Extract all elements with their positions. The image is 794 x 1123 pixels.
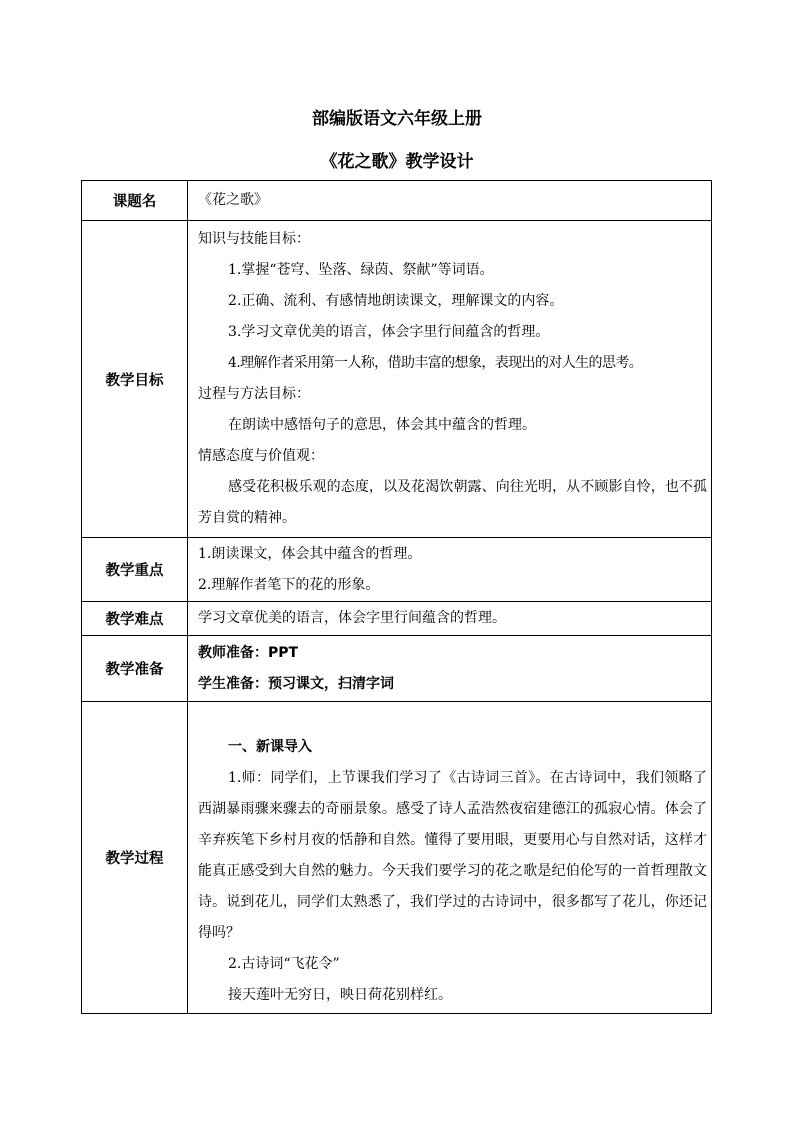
- key-point-item: 2.理解作者笔下的花的形象。: [198, 576, 380, 593]
- document-subtitle: 《花之歌》教学设计: [320, 152, 474, 172]
- key-point-item: 1.朗读课文，体会其中蕴含的哲理。: [198, 545, 422, 562]
- process-content: [188, 702, 712, 1014]
- preparation-label: 教学准备: [82, 636, 188, 702]
- student-preparation: 学生准备：预习课文，扫清字词: [198, 675, 394, 692]
- row-preparation: [82, 636, 712, 702]
- process-item: 2.古诗词“飞花令”: [228, 956, 340, 972]
- difficulty-label: 教学难点: [82, 602, 188, 636]
- row-key-points: [82, 538, 712, 602]
- teacher-preparation: 教师准备：PPT: [198, 644, 299, 661]
- row-goals: [82, 221, 712, 538]
- document-title: 部编版语文六年级上册: [312, 109, 482, 129]
- knowledge-item: 3.学习文章优美的语言，体会字里行间蕴含的哲理。: [228, 324, 550, 340]
- emotion-text: 感受花积极乐观的态度，以及花渴饮朝露、向往光明，从不顾影自怜，也不孤芳自赏的精神。: [198, 479, 707, 526]
- goals-content: [188, 221, 712, 538]
- intro-paragraph: 1.师：同学们，上节课我们学习了《古诗词三首》。在古诗词中，我们领略了西湖暴雨骤来骤去的奇丽景象。感受了诗人孟浩然夜宿建德江的孤寂心情。体会了辛弃疾笔下乡村月夜的恬静和自然。懂得了要用眼，更要用心与自然对话，这样才能真正感受到大自然的魅力。今天我们要学习的花之歌是纪伯伦写的一首哲理散文诗。说到花儿，同学们太熟悉了，我们学过的古诗词中，很多都写了花儿，你还记得吗？: [198, 770, 707, 941]
- lesson-plan-table: [81, 180, 712, 1014]
- process-label: 教学过程: [82, 702, 188, 1014]
- knowledge-heading: 知识与技能目标：: [198, 231, 310, 247]
- topic-label: 课题名: [82, 181, 188, 221]
- preparation-content: [188, 636, 712, 702]
- goals-label: 教学目标: [82, 221, 188, 538]
- topic-value: 《花之歌》: [188, 181, 712, 221]
- section-heading: 一、新课导入: [228, 739, 312, 755]
- process-heading: 过程与方法目标：: [198, 386, 310, 402]
- process-text: 在朗读中感悟句子的意思，体会其中蕴含的哲理。: [228, 417, 536, 433]
- key-points-content: [188, 538, 712, 602]
- emotion-heading: 情感态度与价值观：: [198, 448, 324, 464]
- knowledge-item: 2.正确、流利、有感情地朗读课文，理解课文的内容。: [228, 293, 564, 309]
- row-process: [82, 702, 712, 1014]
- key-points-label: 教学重点: [82, 538, 188, 602]
- poem-line: 接天莲叶无穷日，映日荷花别样红。: [228, 987, 452, 1003]
- row-difficulty: [82, 602, 712, 636]
- knowledge-item: 1.掌握“苍穹、坠落、绿茵、祭献”等词语。: [228, 262, 494, 278]
- row-topic: [82, 181, 712, 221]
- knowledge-item: 4.理解作者采用第一人称，借助丰富的想象，表现出的对人生的思考。: [228, 355, 643, 371]
- difficulty-value: 学习文章优美的语言，体会字里行间蕴含的哲理。: [188, 602, 712, 636]
